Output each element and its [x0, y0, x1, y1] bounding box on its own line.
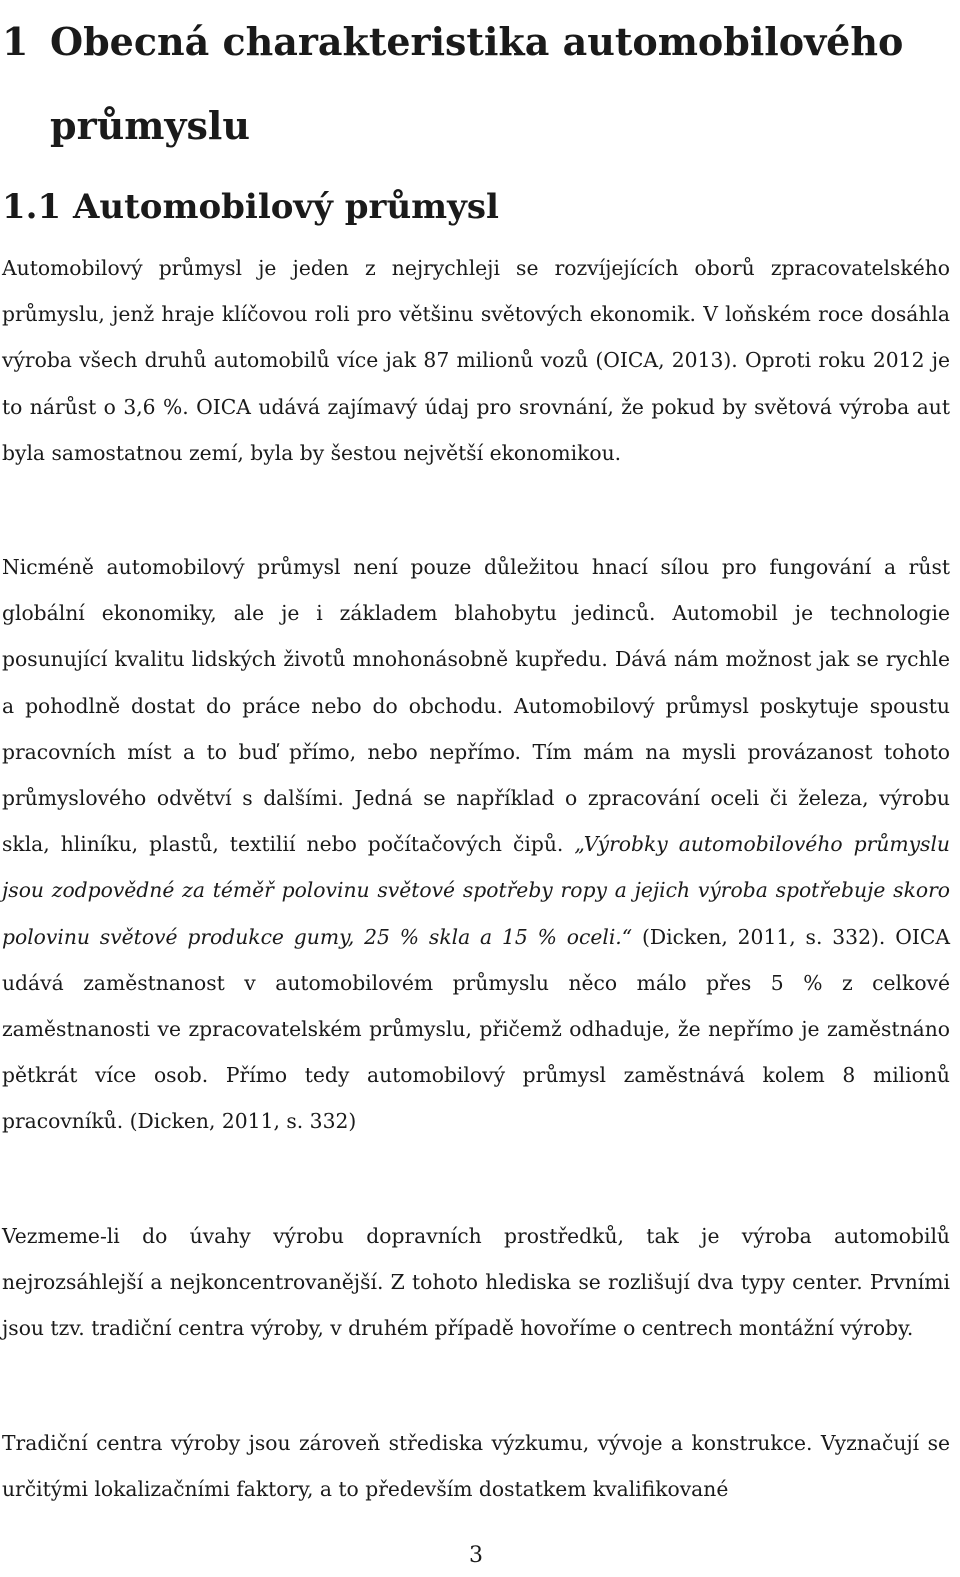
paragraph-importance-text2: (Dicken, 2011, s. 332). OICA udává zaměstnanost v automobilovém průmyslu něco málo přes 5 % z celkové zaměstnanosti ve zpracovatelském průmyslu, přičemž odhaduje, že nepřímo je zaměstnáno pětkrát více osob. Přímo tedy automobilový průmysl zaměstnává kolem 8 milionů pracovníků. (Dicken, 2011, s. 332)	[2, 924, 950, 1134]
paragraph-importance-quote: „Výrobky automobilového průmyslu jsou zodpovědné za téměř polovinu světové spotřeby ropy a jejich výroba spotřebuje skoro polovinu světové produkce gumy, 25 % skla a 15 % oceli.“	[2, 832, 950, 949]
chapter-title-line2: průmyslu	[50, 103, 250, 148]
chapter-title-line1: Obecná charakteristika automobilového	[50, 19, 904, 64]
paragraph-importance	[2, 544, 950, 1145]
paragraph-intro: Automobilový průmysl je jeden z nejrychleji se rozvíjejících oborů zpracovatelského průmyslu, jenž hraje klíčovou roli pro většinu světových ekonomik. V loňském roce dosáhla výroba všech druhů automobilů více jak 87 milionů vozů (OICA, 2013). Oproti roku 2012 je to nárůst o 3,6 %. OICA udává zajímavý údaj pro srovnání, že pokud by světová výroba aut byla samostatnou zemí, byla by šestou největší ekonomikou.	[2, 256, 950, 465]
chapter-number: 1	[2, 19, 29, 64]
chapter-heading	[2, 0, 952, 168]
section-heading: 1.1 Automobilový průmysl	[2, 187, 499, 227]
paragraph-importance-text1: Nicméně automobilový průmysl není pouze důležitou hnací sílou pro fungování a růst globální ekonomiky, ale je i základem blahobytu jedinců. Automobil je technologie posunující kvalitu lidských životů mnohonásobně kupředu. Dává nám možnost jak se rychle a pohodlně dostat do práce nebo do obchodu. Automobilový průmysl poskytuje spoustu pracovních míst a to buď přímo, nebo nepřímo. Tím mám na mysli provázanost tohoto průmyslového odvětví s dalšími. Jedná se například o zpracování oceli či železa, výrobu skla, hliníku, plastů, textilií nebo počítačových čipů.	[2, 555, 950, 857]
paragraph-traditional-centers: Tradiční centra výroby jsou zároveň střediska výzkumu, vývoje a konstrukce. Vyznačují se určitými lokalizačními faktory, a to především dostatkem kvalifikované	[2, 1431, 950, 1502]
page-number: 3	[469, 1543, 483, 1568]
paragraph-centers: Vezmeme-li do úvahy výrobu dopravních prostředků, tak je výroba automobilů nejrozsáhlejší a nejkoncentrovanější. Z tohoto hlediska se rozlišují dva typy center. Prvními jsou tzv. tradiční centra výroby, v druhém případě hovoříme o centrech montážní výroby.	[2, 1224, 950, 1341]
